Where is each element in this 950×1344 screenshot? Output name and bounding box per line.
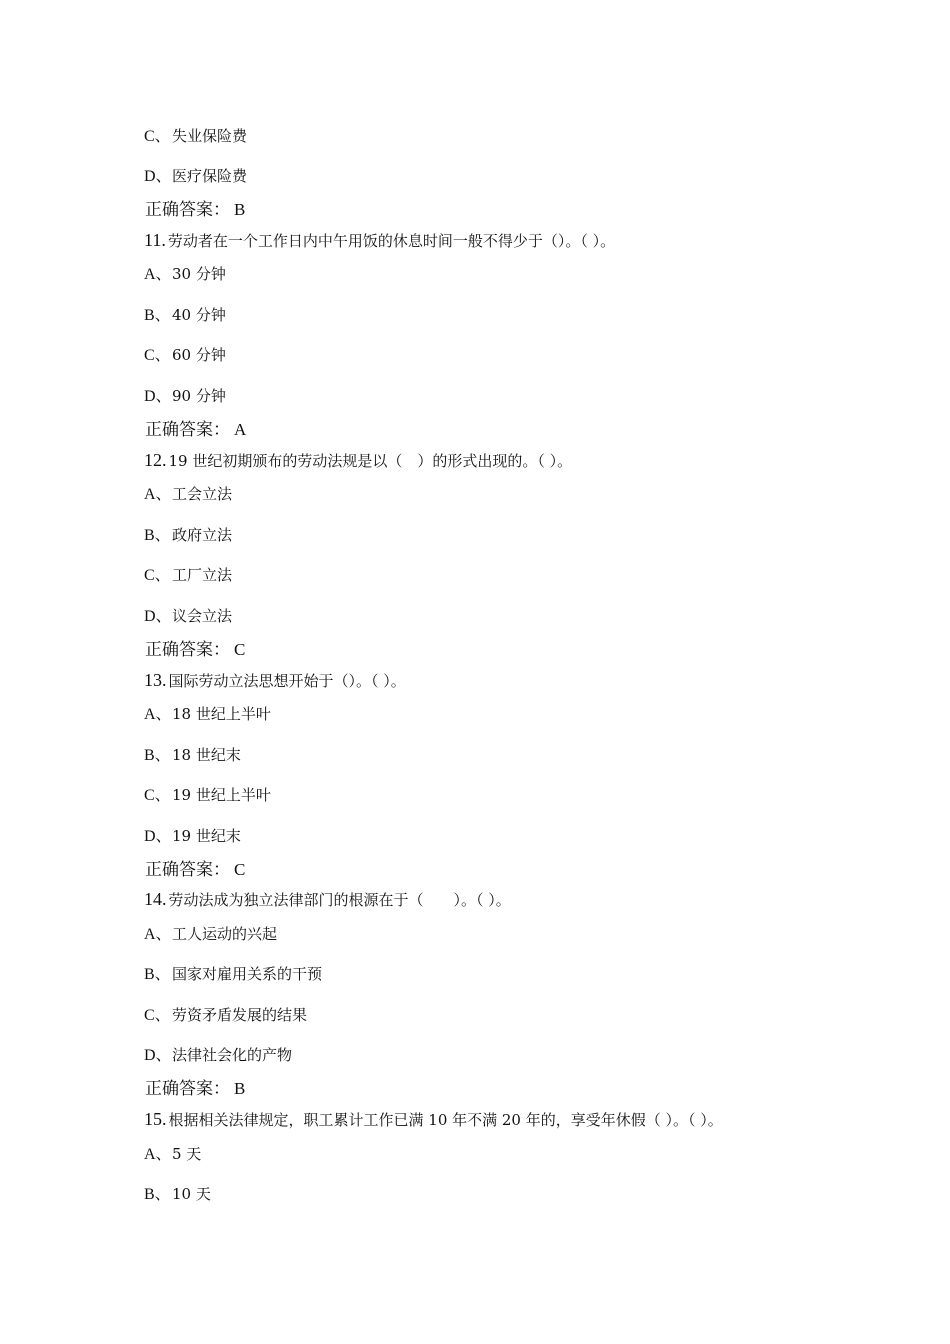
option-b — [144, 964, 322, 985]
option-letter: C、 — [144, 128, 171, 145]
question-13 — [144, 670, 406, 691]
answer-value: B — [234, 200, 246, 219]
option-c — [144, 565, 232, 586]
option-text: 工厂立法 — [172, 566, 233, 584]
option-letter: A、 — [144, 1146, 172, 1163]
option-letter: A、 — [144, 706, 172, 723]
option-b — [144, 525, 232, 546]
option-letter: B、 — [144, 307, 171, 324]
correct-answer — [145, 1079, 245, 1099]
correct-answer — [145, 860, 245, 880]
option-letter: D、 — [144, 388, 172, 405]
correct-answer — [145, 420, 246, 440]
option-a — [144, 264, 226, 285]
option-d — [144, 1045, 292, 1066]
answer-value: A — [234, 420, 247, 439]
correct-answer — [145, 640, 245, 660]
option-letter: A、 — [144, 266, 172, 283]
option-text: 90 分钟 — [172, 387, 226, 405]
option-text: 医疗保险费 — [172, 167, 248, 185]
correct-answer — [145, 200, 245, 220]
option-letter: D、 — [144, 1047, 172, 1064]
question-text: 国际劳动立法思想开始于（）。（ ）。 — [168, 672, 406, 690]
option-text: 失业保险费 — [172, 127, 248, 145]
option-c — [144, 345, 226, 366]
option-letter: D、 — [144, 828, 172, 845]
option-text: 工会立法 — [172, 485, 233, 503]
answer-value: C — [234, 640, 246, 659]
option-c — [144, 1005, 307, 1026]
option-b — [144, 1184, 211, 1205]
option-text: 30 分钟 — [172, 265, 226, 283]
answer-label: 正确答案： — [145, 860, 230, 880]
option-text: 19 世纪末 — [172, 827, 241, 845]
option-text: 劳资矛盾发展的结果 — [172, 1006, 308, 1024]
answer-value: B — [234, 1079, 246, 1098]
answer-label: 正确答案： — [145, 200, 230, 220]
question-number: 11. — [144, 230, 166, 250]
option-letter: B、 — [144, 747, 171, 764]
option-d — [144, 826, 241, 847]
option-text: 10 天 — [172, 1185, 211, 1203]
option-b — [144, 745, 241, 766]
option-text: 工人运动的兴起 — [172, 925, 278, 943]
option-d — [144, 166, 247, 187]
option-letter: A、 — [144, 486, 172, 503]
question-text: 劳动者在一个工作日内中午用饭的休息时间一般不得少于（）。（ ）。 — [167, 232, 616, 250]
option-text: 5 天 — [172, 1145, 202, 1163]
answer-label: 正确答案： — [145, 420, 230, 440]
option-text: 40 分钟 — [172, 306, 226, 324]
option-letter: A、 — [144, 926, 172, 943]
option-letter: C、 — [144, 1007, 171, 1024]
option-a — [144, 704, 271, 725]
option-letter: C、 — [144, 567, 171, 584]
question-text: 劳动法成为独立法律部门的根源在于（ ）。（ ）。 — [168, 891, 511, 909]
question-12 — [144, 450, 572, 471]
question-text: 根据相关法律规定，职工累计工作已满 10 年不满 20 年的，享受年休假（ ）。（ ）。 — [168, 1111, 723, 1129]
option-letter: D、 — [144, 608, 172, 625]
option-c — [144, 126, 247, 147]
option-d — [144, 606, 232, 627]
question-number: 12. — [144, 450, 167, 470]
question-number: 15. — [144, 1109, 167, 1129]
option-d — [144, 386, 226, 407]
answer-value: C — [234, 860, 246, 879]
option-text: 18 世纪末 — [172, 746, 241, 764]
option-a — [144, 484, 232, 505]
option-text: 议会立法 — [172, 607, 233, 625]
option-text: 18 世纪上半叶 — [172, 705, 271, 723]
option-a — [144, 1144, 201, 1165]
option-text: 国家对雇用关系的干预 — [172, 965, 323, 983]
answer-label: 正确答案： — [145, 1079, 230, 1099]
option-a — [144, 924, 277, 945]
option-b — [144, 305, 226, 326]
option-c — [144, 785, 271, 806]
question-text: 19 世纪初期颁布的劳动法规是以（ ）的形式出现的。（ ）。 — [168, 452, 573, 470]
question-number: 13. — [144, 670, 167, 690]
question-11 — [144, 230, 615, 251]
question-number: 14. — [144, 889, 167, 909]
option-letter: D、 — [144, 168, 172, 185]
option-text: 政府立法 — [172, 526, 233, 544]
option-letter: B、 — [144, 966, 171, 983]
option-letter: B、 — [144, 1186, 171, 1203]
question-15 — [144, 1109, 723, 1130]
option-text: 法律社会化的产物 — [172, 1046, 293, 1064]
option-text: 60 分钟 — [172, 346, 226, 364]
option-letter: B、 — [144, 527, 171, 544]
answer-label: 正确答案： — [145, 640, 230, 660]
question-14 — [144, 889, 511, 910]
option-text: 19 世纪上半叶 — [172, 786, 271, 804]
option-letter: C、 — [144, 347, 171, 364]
option-letter: C、 — [144, 787, 171, 804]
